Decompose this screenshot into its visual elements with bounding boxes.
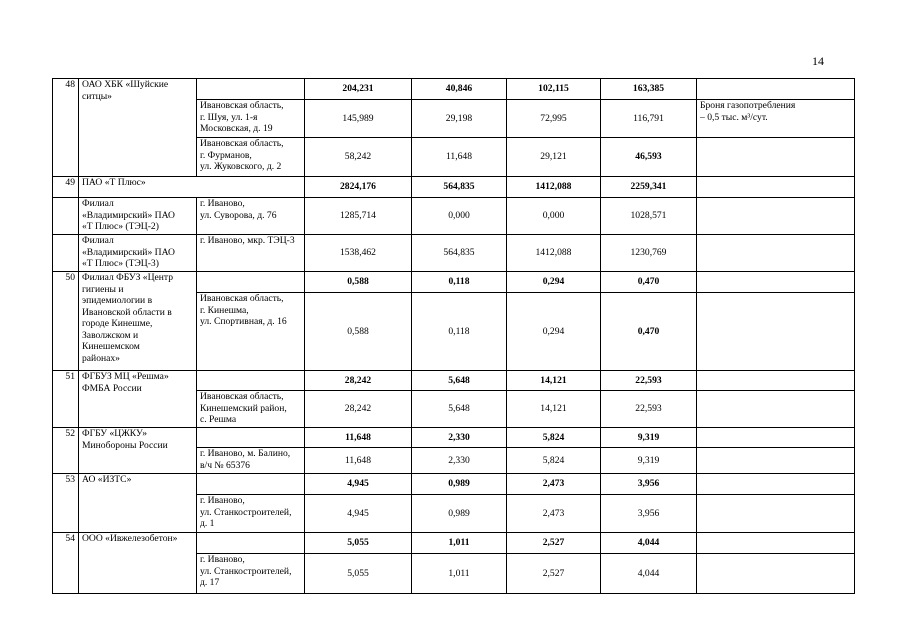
value-1: 145,989: [305, 100, 412, 138]
note-cell: [697, 448, 855, 474]
note-cell: [697, 533, 855, 554]
total-value-1: 11,648: [305, 428, 412, 448]
value-1: 1285,714: [305, 198, 412, 235]
note-cell: [697, 391, 855, 428]
total-value-3: 5,824: [507, 428, 601, 448]
table-row: [53, 371, 855, 391]
value-2: 29,198: [412, 100, 507, 138]
address-cell: г. Иваново, мкр. ТЭЦ-3: [197, 235, 305, 272]
total-value-1: 2824,176: [305, 177, 412, 198]
value-2: 11,648: [412, 138, 507, 177]
row-number: 48: [53, 79, 79, 177]
address-cell: Ивановская область, Кинешемский район, с. Решма: [197, 391, 305, 428]
total-value-2: 0,989: [412, 474, 507, 495]
total-value-2: 40,846: [412, 79, 507, 100]
page-number: 14: [812, 54, 824, 68]
table-row: [53, 533, 855, 554]
value-2: 0,118: [412, 293, 507, 371]
total-value-1: 4,945: [305, 474, 412, 495]
branch-name: Филиал «Владимирский» ПАО «Т Плюс» (ТЭЦ-3): [79, 235, 197, 272]
address-cell: [197, 272, 305, 293]
row-number: 49: [53, 177, 79, 198]
note-cell: [697, 272, 855, 293]
note-cell: [697, 371, 855, 391]
value-2: 564,835: [412, 235, 507, 272]
total-value-3: 1412,088: [507, 177, 601, 198]
value-4: 46,593: [601, 138, 697, 177]
address-cell: [197, 79, 305, 100]
note-cell: [697, 474, 855, 495]
total-value-1: 5,055: [305, 533, 412, 554]
total-value-4: 3,956: [601, 474, 697, 495]
row-number: 51: [53, 371, 79, 428]
row-number: 53: [53, 474, 79, 533]
table-row: [53, 79, 855, 100]
note-cell: [697, 554, 855, 594]
address-cell: г. Иваново, ул. Станкостроителей, д. 17: [197, 554, 305, 594]
value-2: 2,330: [412, 448, 507, 474]
value-3: 5,824: [507, 448, 601, 474]
value-3: 1412,088: [507, 235, 601, 272]
row-number: 52: [53, 428, 79, 474]
table-row: [53, 177, 855, 198]
branch-name: Филиал «Владимирский» ПАО «Т Плюс» (ТЭЦ-2): [79, 198, 197, 235]
note-cell: [697, 235, 855, 272]
address-cell: [197, 533, 305, 554]
table-row: [53, 198, 855, 235]
value-2: 5,648: [412, 391, 507, 428]
value-4: 116,791: [601, 100, 697, 138]
table-row: [53, 428, 855, 448]
note-cell: [697, 495, 855, 533]
total-value-3: 14,121: [507, 371, 601, 391]
organization-name: ФГБУЗ МЦ «Решма» ФМБА России: [79, 371, 197, 428]
value-4: 3,956: [601, 495, 697, 533]
total-value-4: 2259,341: [601, 177, 697, 198]
table-row: [53, 272, 855, 293]
organization-name: ОАО ХБК «Шуйские ситцы»: [79, 79, 197, 177]
value-2: 0,000: [412, 198, 507, 235]
total-value-2: 0,118: [412, 272, 507, 293]
total-value-3: 2,527: [507, 533, 601, 554]
value-3: 0,000: [507, 198, 601, 235]
value-1: 5,055: [305, 554, 412, 594]
total-value-4: 0,470: [601, 272, 697, 293]
total-value-2: 564,835: [412, 177, 507, 198]
total-value-2: 5,648: [412, 371, 507, 391]
address-cell: Ивановская область, г. Шуя, ул. 1-я Московская, д. 19: [197, 100, 305, 138]
address-cell: [197, 428, 305, 448]
table-row: [53, 474, 855, 495]
value-1: 1538,462: [305, 235, 412, 272]
total-value-4: 9,319: [601, 428, 697, 448]
note-cell: [697, 79, 855, 100]
address-cell: [197, 474, 305, 495]
row-number: [53, 198, 79, 235]
value-4: 1028,571: [601, 198, 697, 235]
value-1: 11,648: [305, 448, 412, 474]
value-4: 9,319: [601, 448, 697, 474]
address-cell: Ивановская область, г. Кинешма, ул. Спортивная, д. 16: [197, 293, 305, 371]
total-value-2: 1,011: [412, 533, 507, 554]
organization-name: ПАО «Т Плюс»: [79, 177, 305, 198]
row-number: 54: [53, 533, 79, 594]
organization-name: ООО «Ивжелезобетон»: [79, 533, 197, 594]
total-value-3: 0,294: [507, 272, 601, 293]
value-3: 29,121: [507, 138, 601, 177]
note-cell: [697, 138, 855, 177]
organization-name: АО «ИЗТС»: [79, 474, 197, 533]
value-3: 72,995: [507, 100, 601, 138]
value-4: 4,044: [601, 554, 697, 594]
organization-name: Филиал ФБУЗ «Центр гигиены и эпидемиологии в Ивановской области в городе Кинешме, Заволжском и Кинешемском районах»: [79, 272, 197, 371]
value-1: 4,945: [305, 495, 412, 533]
address-cell: г. Иваново, ул. Суворова, д. 76: [197, 198, 305, 235]
total-value-1: 0,588: [305, 272, 412, 293]
total-value-2: 2,330: [412, 428, 507, 448]
value-3: 2,527: [507, 554, 601, 594]
value-4: 0,470: [601, 293, 697, 371]
value-3: 14,121: [507, 391, 601, 428]
organization-name: ФГБУ «ЦЖКУ» Минобороны России: [79, 428, 197, 474]
note-cell: [697, 177, 855, 198]
value-3: 0,294: [507, 293, 601, 371]
value-4: 1230,769: [601, 235, 697, 272]
address-cell: г. Иваново, м. Балино, в/ч № 65376: [197, 448, 305, 474]
table-row: [53, 235, 855, 272]
note-cell: [697, 293, 855, 371]
note-cell: [697, 198, 855, 235]
row-number: [53, 235, 79, 272]
value-1: 0,588: [305, 293, 412, 371]
total-value-4: 22,593: [601, 371, 697, 391]
note-cell: [697, 428, 855, 448]
address-cell: Ивановская область, г. Фурманов, ул. Жуковского, д. 2: [197, 138, 305, 177]
row-number: 50: [53, 272, 79, 371]
total-value-4: 163,385: [601, 79, 697, 100]
total-value-1: 28,242: [305, 371, 412, 391]
value-1: 58,242: [305, 138, 412, 177]
total-value-3: 2,473: [507, 474, 601, 495]
total-value-3: 102,115: [507, 79, 601, 100]
gas-allocation-table: [52, 78, 855, 594]
address-cell: [197, 371, 305, 391]
note-cell: Броня газопотребления – 0,5 тыс. м³/сут.: [697, 100, 855, 138]
value-3: 2,473: [507, 495, 601, 533]
value-1: 28,242: [305, 391, 412, 428]
value-2: 0,989: [412, 495, 507, 533]
total-value-1: 204,231: [305, 79, 412, 100]
address-cell: г. Иваново, ул. Станкостроителей, д. 1: [197, 495, 305, 533]
value-4: 22,593: [601, 391, 697, 428]
total-value-4: 4,044: [601, 533, 697, 554]
value-2: 1,011: [412, 554, 507, 594]
